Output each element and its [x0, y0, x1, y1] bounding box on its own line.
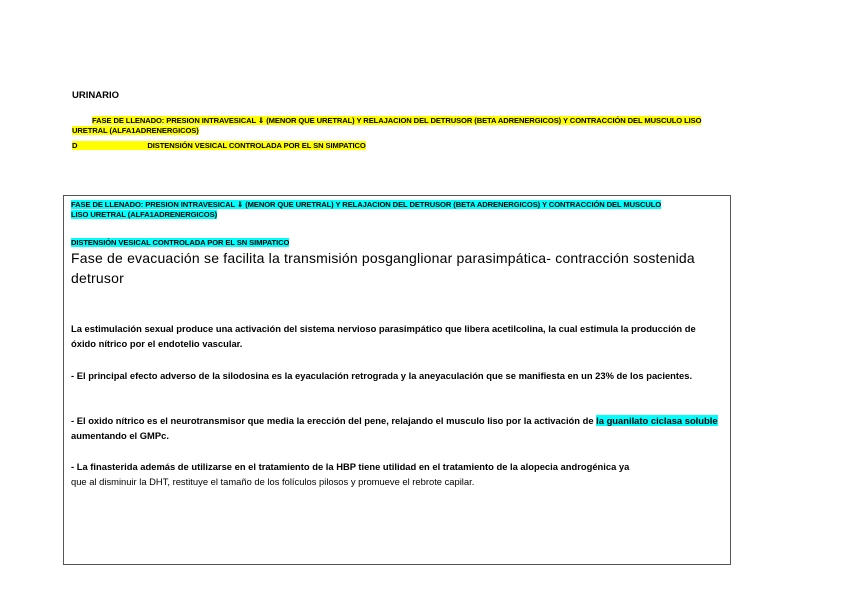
paragraph-finasterida [71, 459, 723, 489]
box-fase-line-a: FASE DE LLENADO: PRESION INTRAVESICAL ⇓ (MENOR QUE URETRAL) Y RELAJACION DEL DETRUSOR (BETA ADRENERGICOS) Y CONTRACCIÓN DEL MUSCULO [71, 200, 662, 209]
box-fase-line-b: LISO URETRAL (ALFA1ADRENERGICOS) [71, 210, 218, 219]
finasterida-line-normal: que al disminuir la DHT, restituye el tamaño de los folículos pilosos y promueve el rebrote capilar. [71, 476, 475, 487]
finasterida-line-bold: - La finasterida además de utilizarse en el tratamiento de la HBP tiene utilidad en el tratamiento de la alopecia androgénica ya [71, 461, 630, 472]
top-distension-highlight [72, 141, 366, 150]
box-distension-text: DISTENSIÓN VESICAL CONTROLADA POR EL SN SIMPATICO [71, 238, 290, 247]
top-d-letter: D [72, 141, 78, 150]
box-fase-llenado [71, 200, 723, 220]
top-distension [72, 141, 762, 151]
top-fase-llenado [72, 116, 762, 136]
top-fase-line-b: URETRAL (ALFA1ADRENERGICOS) [72, 126, 199, 135]
guanilato-highlight: la guanilato ciclasa soluble [596, 415, 718, 426]
paragraph-silodosina: - El principal efecto adverso de la silodosina es la eyaculación retrograda y la aneyaculación que se manifiesta en un 23% de los pacientes. [71, 370, 693, 381]
content-box [63, 195, 731, 565]
paragraph-estimulacion: La estimulación sexual produce una activación del sistema nervioso parasimpático que libera acetilcolina, la cual estimula la producción de óxido nítrico por el endotelio vascular. [71, 323, 696, 349]
page-title: URINARIO [72, 90, 119, 101]
box-distension [71, 238, 723, 248]
evacuacion-text: Fase de evacuación se facilita la transmisión posganglionar parasimpática- contracción sostenida detrusor [71, 250, 695, 286]
oxido-nitrico-after: aumentando el GMPc. [71, 430, 169, 441]
paragraph-oxido-nitrico [71, 413, 723, 443]
top-fase-line-a: FASE DE LLENADO: PRESION INTRAVESICAL ⇓ (MENOR QUE URETRAL) Y RELAJACION DEL DETRUSOR (BETA ADRENERGICOS) Y CONTRACCIÓN DEL MUSCULO LISO [92, 116, 702, 125]
top-d-text: DISTENSIÓN VESICAL CONTROLADA POR EL SN SIMPATICO [147, 141, 366, 150]
oxido-nitrico-before: - El oxido nítrico es el neurotransmisor que media la erección del pene, relajando el musculo liso por la activación de [71, 415, 597, 426]
